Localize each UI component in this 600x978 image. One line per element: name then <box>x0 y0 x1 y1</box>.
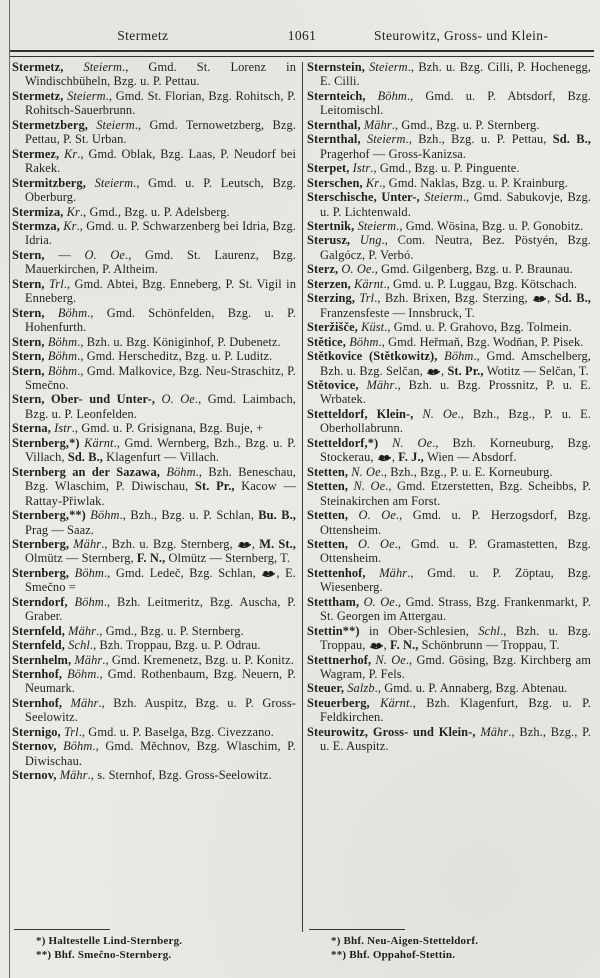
entry-headword: Stětkovice (Stětkowitz), <box>307 349 445 364</box>
entry-region: Kärnt <box>84 435 114 450</box>
entry-text: Olmütz — Sternberg, T. <box>168 551 291 566</box>
entry-headword: Sternberg,**) <box>12 508 91 523</box>
entry-headword: Stern, <box>12 363 48 378</box>
entry-text: ., Bzh., Bzg. u. P. Pettau, <box>405 132 553 147</box>
gazetteer-entry <box>12 89 299 118</box>
entry-region: Böhm <box>90 508 120 523</box>
entry-headword: Steuerberg, <box>307 695 381 710</box>
gazetteer-entry <box>12 364 299 393</box>
footnote: *) Bhf. Neu-Aigen-Stetteldorf. <box>331 935 479 947</box>
entry-text: ., Gmd. u. P. Gramastetten, Bzg. Ottensheim. <box>320 536 591 566</box>
running-header <box>12 28 592 44</box>
entry-region: Böhm <box>166 464 196 479</box>
entry-headword: Stermetzberg, <box>12 117 97 132</box>
gazetteer-entry <box>12 768 299 782</box>
entry-headword: Sterna, <box>12 421 55 436</box>
entry-headword: Sternov, <box>12 739 64 754</box>
entry-text: ., Gmd. Amschelberg, Bzh. u. Bzg. Selčan, <box>320 349 591 378</box>
gazetteer-entry <box>307 335 594 349</box>
gazetteer-entry <box>307 653 594 682</box>
entry-text: Wotitz — Selčan, T. <box>486 363 589 378</box>
entry-text: ., Gmd. Gösing, Bzg. Kirchberg am Wagram, P. Fels. <box>320 652 591 682</box>
entry-headword: Steurowitz, Gross- und Klein-, <box>307 724 481 739</box>
entry-headword: Sternstein, <box>307 60 370 74</box>
entry-region: Kr <box>66 204 80 219</box>
entry-region: Steierm <box>67 88 106 103</box>
gazetteer-entry <box>307 681 594 695</box>
entry-text: ., Gmd. u. P. Zöptau, Bzg. Wiesenberg. <box>320 565 591 595</box>
entry-headword: Sternhof, <box>12 695 71 710</box>
gazetteer-entry <box>307 277 594 291</box>
entry-headword: Sternberg, <box>12 536 74 551</box>
entry-region: Mähr <box>480 724 509 739</box>
entry-region: Böhm <box>47 334 78 349</box>
footnote: **) Bhf. Smečno-Sternberg. <box>36 948 172 961</box>
entry-text: Kacow — Rattay-Přiwlak. <box>25 479 297 508</box>
entry-text: ., Gmd. Heřmaň, Bzg. Wodňan, P. Pisek. <box>378 334 584 349</box>
entry-text: ., Bzh. u. Bzg. Sternberg, <box>101 536 237 551</box>
gazetteer-entry <box>307 118 594 132</box>
entry-headword: Sterndorf, <box>12 594 75 609</box>
entry-headword: Stermetz, <box>12 88 68 103</box>
entry-headword: Sternthal, <box>307 117 364 132</box>
gazetteer-entry <box>12 147 299 176</box>
entry-text: ., Bzh. u. Bzg. Königinhof, P. Dubenetz. <box>77 334 281 349</box>
entry-headword: Stětovice, <box>307 377 367 392</box>
posthorn-icon <box>533 295 546 303</box>
entry-headword: Stettnerhof, <box>307 652 376 667</box>
entry-region: N. Oe <box>353 479 386 494</box>
entry-region: Istr <box>352 161 371 176</box>
entry-headword: Steržišče, <box>307 320 362 335</box>
entry-headword: Sternov, <box>12 768 60 783</box>
entry-text: ., Gmd. Sabukovje, Bzg. u. P. Lichtenwald. <box>320 190 591 219</box>
gazetteer-entry <box>307 407 594 436</box>
entry-text: ., Gmd. u. P. Schwarzenberg bei Idria, Bzg. Idria. <box>25 218 296 248</box>
entry-region: O. Oe <box>341 262 372 277</box>
entry-region: Böhm <box>47 349 78 364</box>
entry-headword: Sternfeld, <box>12 638 69 653</box>
gazetteer-entry <box>12 248 299 277</box>
entry-region: Böhm <box>377 88 407 103</box>
entry-text: ., Gmd. Měchnov, Bzg. Wlaschim, P. Diwischau. <box>25 739 296 768</box>
entry-text: ., Gmd. u. P. Leutsch, Bzg. Oberburg. <box>25 175 296 205</box>
entry-text: ., Bzh. Auspitz, Bzg. u. P. Gross-Seelowitz. <box>25 695 296 725</box>
entry-headword: Sternberg an der Sazawa, <box>12 464 167 479</box>
gazetteer-entry <box>12 60 299 89</box>
gazetteer-entry <box>12 219 299 248</box>
entry-text: , <box>251 536 260 551</box>
gazetteer-entry <box>12 508 299 537</box>
entry-region: Schl <box>478 623 501 638</box>
entry-text: , <box>383 638 391 653</box>
header-double-rule <box>10 50 594 57</box>
entry-region: Steierm <box>96 117 135 132</box>
entry-text: ., Gmd. Herscheditz, Bzg. u. P. Luditz. <box>77 349 273 364</box>
entry-headword: Stermza, <box>12 218 64 233</box>
entry-text: ., Gmd. Wernberg, Bzh., Bzg. u. P. Villach, <box>25 435 296 465</box>
entry-headword: Steuer, <box>307 681 348 696</box>
entry-text: ., Gmd. Strass, Bzg. Frankenmarkt, P. St. Georgen im Attergau. <box>320 594 591 624</box>
entry-headword: F. J., <box>398 450 428 465</box>
entry-text: ., Gmd. Naklas, Bzg. u. P. Krainburg. <box>379 175 568 190</box>
entry-text: ., Bzh. u. Bzg. Prossnitz, P. u. E. Wrbatek. <box>320 377 591 407</box>
entry-text: ., Bzh. Leitmeritz, Bzg. Auscha, P. Graber. <box>25 594 296 624</box>
entry-region: N. Oe <box>375 652 406 667</box>
entry-headword: Stern, <box>12 305 58 320</box>
entry-headword: F. N., <box>390 638 422 653</box>
entry-region: O. Oe <box>161 392 195 407</box>
entry-text: ., Bzh. Brixen, Bzg. Sterzing, <box>374 291 533 306</box>
gazetteer-entry <box>307 465 594 479</box>
entry-text: Wien — Absdorf. <box>427 450 517 465</box>
entry-headword: Sterusz, <box>307 233 360 248</box>
entry-text: ., Gmd. Oblak, Bzg. Laas, P. Neudorf bei Rakek. <box>25 146 297 176</box>
entry-region: Kärnt <box>380 695 410 710</box>
entry-headword: St. Pr., <box>195 479 242 494</box>
gazetteer-entry <box>307 60 594 89</box>
entry-region: Kr <box>64 146 78 161</box>
gazetteer-entry <box>307 378 594 407</box>
entry-text: ., Gmd. Ternowetzberg, Bzg. Pettau, P. St. Urban. <box>25 117 296 147</box>
entry-text: Olmütz — Sternberg, <box>25 551 137 566</box>
gazetteer-entry <box>307 537 594 566</box>
entry-text: ., Bzh. Korneuburg, Bzg. Stockerau, <box>320 435 591 465</box>
entry-headword: Stetteldorf,*) <box>307 435 393 450</box>
entry-text: ., Gmd., Bzg. u. P. Pinguente. <box>370 161 520 176</box>
gazetteer-entry <box>307 479 594 508</box>
entry-headword: Sterzen, <box>307 276 355 291</box>
gazetteer-entry <box>12 696 299 725</box>
entry-headword: Stern, <box>12 276 49 291</box>
entry-headword: Stětice, <box>307 334 350 349</box>
gazetteer-entry <box>12 349 299 363</box>
entry-region: Steierm <box>83 60 123 74</box>
entry-region: Kärnt <box>354 276 384 291</box>
header-keyword-left: Stermetz <box>117 28 169 43</box>
entry-region: Mähr <box>363 117 392 132</box>
entry-headword: Sternhof, <box>12 667 68 682</box>
entry-text: Klagenfurt — Villach. <box>106 450 220 465</box>
entry-text: ., Gmd. Wösina, Bzg. u. P. Gonobitz. <box>396 218 584 233</box>
footnote: **) Bhf. Oppahof-Stettin. <box>331 948 456 961</box>
header-keyword-right: Steurowitz, Gross- und Klein- <box>373 28 549 43</box>
entry-headword: Stern, <box>12 247 59 262</box>
posthorn-icon <box>378 454 391 462</box>
footnote: *) Haltestelle Lind-Sternberg. <box>36 935 183 947</box>
entry-headword: Stettham, <box>307 594 364 609</box>
entry-region: Schl <box>68 638 90 653</box>
column-right-footnotes <box>307 925 594 968</box>
entry-region: Salzb <box>347 681 375 696</box>
entry-text: ., Gmd. Schönfelden, Bzg. u. P. Hohenfurth. <box>25 305 296 335</box>
entry-text: Franzensfeste — Innsbruck, T. <box>320 305 475 320</box>
gazetteer-entry <box>307 320 594 334</box>
entry-text: , <box>547 291 555 306</box>
entry-text: ., Gmd. St. Florian, Bzg. Rohitsch, P. Rohitsch-Sauerbrunn. <box>25 88 296 118</box>
entry-text: ., Bzh., Bzg. u. P. Schlan, <box>119 508 259 523</box>
footnote-rule <box>309 929 405 930</box>
entry-region: Kr <box>63 218 77 233</box>
gazetteer-entry <box>307 190 594 219</box>
entry-headword: Stermetz, <box>12 60 84 74</box>
entry-region: Ung <box>359 233 382 248</box>
gazetteer-entry <box>12 335 299 349</box>
gazetteer-entry <box>12 277 299 306</box>
gazetteer-entry <box>307 566 594 595</box>
entry-region: Steierm <box>357 218 397 233</box>
entry-region: Mähr <box>74 652 103 667</box>
entry-headword: Sd. B., <box>554 291 591 306</box>
entry-text: ., Gmd. St. Laurenz, Bzg. Mauerkirchen, P. Altheim. <box>25 247 296 277</box>
entry-text: ., Gmd. Abtei, Bzg. Enneberg, P. St. Vigil in Enneberg. <box>25 276 297 306</box>
entry-headword: Sd. B., <box>552 132 592 147</box>
entry-region: Steierm <box>369 60 408 74</box>
entry-region: Mähr <box>366 377 395 392</box>
page-number: 1061 <box>287 28 317 43</box>
column-left-entries <box>12 60 299 783</box>
entry-headword: Stern, Ober- und Unter-, <box>12 392 162 407</box>
entry-text: ., Gmd., Bzg. u. P. Sternberg. <box>96 623 244 638</box>
gazetteer-entry <box>307 508 594 537</box>
entry-text: ., Gmd. Gilgenberg, Bzg. u. P. Braunau. <box>371 262 573 277</box>
entry-region: Mähr <box>59 768 88 783</box>
gazetteer-entry <box>307 595 594 624</box>
gazetteer-entry <box>12 465 299 508</box>
entry-region: Böhm <box>444 349 474 364</box>
entry-region: Mähr <box>73 536 102 551</box>
entry-headword: Stermiza, <box>12 204 67 219</box>
gazetteer-entry <box>12 638 299 652</box>
gazetteer-entry <box>307 89 594 118</box>
entry-headword: Stetteldorf, Klein-, <box>307 406 423 421</box>
entry-region: Böhm <box>47 363 78 378</box>
entry-region: Böhm <box>67 667 97 682</box>
gazetteer-entry <box>307 696 594 725</box>
entry-text: ., Bzh., Bzg., P. u. E. Auspitz. <box>320 724 591 754</box>
entry-region: O. Oe <box>363 594 395 609</box>
entry-region: Trl <box>359 291 375 306</box>
entry-text: ., Gmd. Etzerstetten, Bzg. Scheibbs, P. Steinakirchen am Forst. <box>320 479 591 508</box>
entry-region: Steierm <box>94 175 134 190</box>
entry-text: ., s. Sternhof, Bzg. Gross-Seelowitz. <box>87 768 272 783</box>
entry-text: ., Bzh. u. Bzg. Cilli, P. Hochenegg, E. Cilli. <box>320 60 591 89</box>
entry-text: ., Gmd. St. Lorenz in Windischbüheln, Bzg. u. P. Pettau. <box>25 60 296 89</box>
gazetteer-entry <box>307 161 594 175</box>
gazetteer-entry <box>307 262 594 276</box>
entry-headword: Sternhelm, <box>12 652 75 667</box>
entry-region: N. Oe <box>351 464 381 479</box>
entry-text: ., Bzh., Bzg., P. u. E. Korneuburg. <box>380 464 553 479</box>
gazetteer-entry <box>307 436 594 465</box>
entry-region: Steierm <box>424 190 463 205</box>
column-right-entries <box>307 60 594 754</box>
posthorn-icon <box>238 541 251 549</box>
entry-text: ., Gmd. Laimbach, Bzg. u. P. Leonfelden. <box>25 392 297 421</box>
posthorn-icon <box>370 642 383 650</box>
text-block <box>12 60 595 968</box>
entry-headword: M. St., <box>259 536 296 551</box>
entry-headword: Sternthal, <box>307 132 367 147</box>
entry-region: Mähr <box>70 695 99 710</box>
column-left <box>12 60 299 968</box>
entry-text: ., Bzh. u. Bzg. Troppau, <box>320 623 591 653</box>
entry-headword: Sterpet, <box>307 161 353 176</box>
entry-region: Böhm <box>349 334 379 349</box>
gazetteer-entry <box>12 392 299 421</box>
posthorn-icon <box>262 570 275 578</box>
entry-headword: St. Pr., <box>447 363 487 378</box>
gazetteer-entry <box>307 624 594 653</box>
entry-text: ., Gmd. u. P. Abtsdorf, Bzg. Leitomischl. <box>320 88 591 118</box>
posthorn-icon <box>427 368 440 376</box>
gazetteer-entry <box>12 566 299 595</box>
entry-headword: Stettenhof, <box>307 565 380 580</box>
entry-region: Trl <box>48 276 64 291</box>
entry-region: Istr <box>54 421 72 436</box>
gazetteer-entry <box>12 739 299 768</box>
entry-headword: Sternfeld, <box>12 623 69 638</box>
entry-text: ., Gmd. Malkovice, Bzg. Neu-Straschitz, P. Smečno. <box>25 363 297 392</box>
entry-headword: Stertnik, <box>307 218 358 233</box>
gazetteer-entry <box>307 349 594 378</box>
entry-headword: Sterschen, <box>307 175 366 190</box>
column-right <box>307 60 594 968</box>
entry-text: — <box>58 247 85 262</box>
gazetteer-entry <box>12 595 299 624</box>
gazetteer-entry <box>12 436 299 465</box>
entry-region: Mähr <box>379 565 408 580</box>
entry-region: N. Oe <box>392 435 433 450</box>
entry-region: O. Oe <box>84 247 125 262</box>
entry-headword: Sternberg,*) <box>12 435 85 450</box>
entry-region: Kr <box>365 175 380 190</box>
entry-text: ., Gmd. u. P. Grisignana, Bzg. Buje, + <box>71 421 264 436</box>
entry-headword: Sternigo, <box>12 724 64 739</box>
entry-text: ., Gmd. u. P. Annaberg, Bzg. Abtenau. <box>374 681 568 696</box>
entry-headword: Bu. B., <box>258 508 296 523</box>
entry-text: ., Bzh. Klagenfurt, Bzg. u. P. Feldkirchen. <box>320 695 591 725</box>
entry-text: ., Bzh., Bzg., P. u. E. Oberhollabrunn. <box>320 406 591 436</box>
entry-region: Trl <box>63 724 79 739</box>
gazetteer-entry <box>12 537 299 566</box>
entry-headword: Stermez, <box>12 146 65 161</box>
entry-text: ., Bzh. Beneschau, Bzg. Wlaschim, P. Diwischau, <box>25 464 296 494</box>
entry-region: Böhm <box>74 565 104 580</box>
entry-text: ., Gmd. Rothenbaum, Bzg. Neuern, P. Neumark. <box>25 667 296 696</box>
entry-region: Küst <box>361 320 385 335</box>
entry-text: ., Gmd. u. P. Luggau, Bzg. Kötschach. <box>383 276 578 291</box>
gazetteer-entry <box>307 233 594 262</box>
entry-text: , <box>391 450 399 465</box>
entry-headword: Stetten, <box>307 464 352 479</box>
column-divider-rule <box>302 62 303 932</box>
entry-text: , <box>441 363 448 378</box>
page-left-border <box>9 0 10 978</box>
entry-headword: Stetten, <box>307 508 359 523</box>
gazetteer-entry <box>12 653 299 667</box>
entry-text: Prag — Saaz. <box>25 522 94 537</box>
entry-text: , E. Smečno = <box>25 565 296 595</box>
entry-headword: Stern, <box>12 349 48 364</box>
entry-headword: Sterschische, Unter-, <box>307 190 425 205</box>
gazetteer-entry <box>12 667 299 696</box>
gazetteer-entry <box>12 118 299 147</box>
entry-region: Böhm <box>74 594 104 609</box>
entry-text: ., Gmd. u. P. Grahovo, Bzg. Tolmein. <box>384 320 572 335</box>
gazetteer-entry <box>307 176 594 190</box>
entry-headword: Sternteich, <box>307 88 378 103</box>
entry-region: Mähr <box>68 623 97 638</box>
gazetteer-entry <box>307 291 594 320</box>
entry-headword: Stettin**) <box>307 623 369 638</box>
gazetteer-entry <box>12 725 299 739</box>
entry-region: Böhm <box>63 739 93 754</box>
entry-region: Steierm <box>366 132 406 147</box>
footnote-rule <box>14 929 110 930</box>
entry-headword: Sternberg, <box>12 565 75 580</box>
entry-text: ., Gmd. u. P. Herzogsdorf, Bzg. Ottensheim. <box>320 508 591 537</box>
entry-text: Pragerhof — Gross-Kanizsa. <box>320 146 467 161</box>
entry-headword: Sterzing, <box>307 291 360 306</box>
entry-headword: Stetten, <box>307 536 358 551</box>
entry-text: ., Gmd., Bzg. u. P. Sternberg. <box>391 117 540 132</box>
gazetteer-entry <box>307 219 594 233</box>
entry-text: ., Bzh. Troppau, Bzg. u. P. Odrau. <box>89 638 261 653</box>
gazetteer-entry <box>12 205 299 219</box>
gazetteer-entry <box>307 132 594 161</box>
entry-text: Schönbrunn — Troppau, T. <box>421 638 560 653</box>
gazetteer-entry <box>12 421 299 435</box>
entry-headword: Stern, <box>12 334 48 349</box>
entry-region: Böhm <box>57 305 88 320</box>
entry-text: ., Gmd. Kremenetz, Bzg. u. P. Konitz. <box>102 652 294 667</box>
entry-text: ., Com. Neutra, Bez. Pöstyén, Bzg. Galgócz, P. Verbó. <box>320 233 591 262</box>
entry-region: O. Oe <box>358 508 396 523</box>
entry-text: ., Gmd., Bzg. u. P. Adelsberg. <box>79 204 230 219</box>
entry-headword: Sterz, <box>307 262 342 277</box>
entry-text: ., Gmd. Ledeč, Bzg. Schlan, <box>103 565 262 580</box>
entry-headword: F. N., <box>136 551 169 566</box>
entry-headword: Stetten, <box>307 479 354 494</box>
entry-region: O. Oe <box>357 536 395 551</box>
entry-headword: Sd. B., <box>67 450 107 465</box>
column-left-footnotes <box>12 925 299 968</box>
entry-region: N. Oe <box>422 406 458 421</box>
entry-text: in Ober-Schlesien, <box>369 623 479 638</box>
entry-headword: Stermitzberg, <box>12 175 95 190</box>
gazetteer-entry <box>12 176 299 205</box>
gazetteer-entry <box>12 306 299 335</box>
gazetteer-entry <box>12 624 299 638</box>
entry-text: ., Gmd. u. P. Baselga, Bzg. Civezzano. <box>78 724 274 739</box>
gazetteer-entry <box>307 725 594 754</box>
